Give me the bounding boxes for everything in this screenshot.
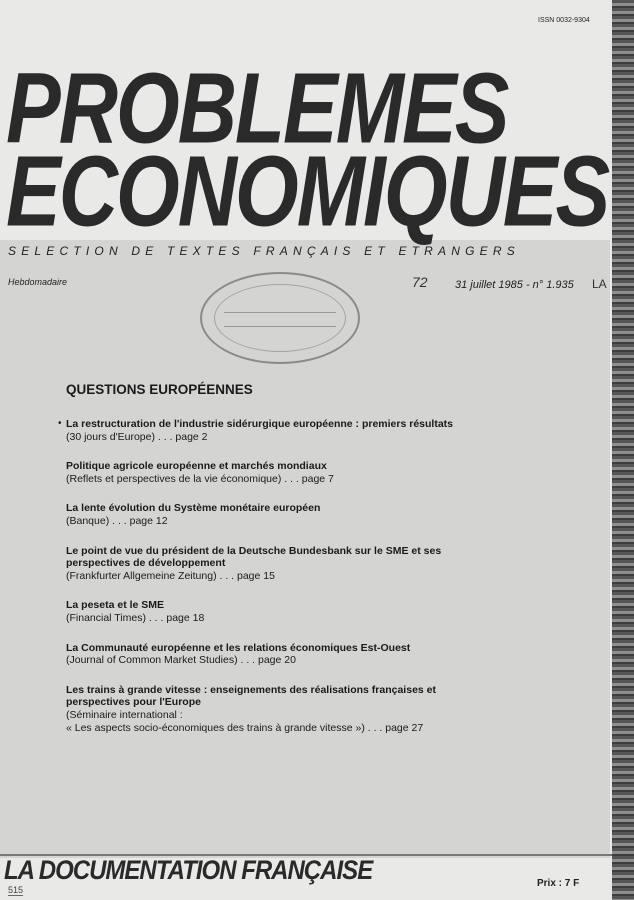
stamp-line [224,326,336,327]
article-source: (Banque) . . . page 12 [66,514,168,527]
article-item [66,684,566,734]
stamp-inner-ring [214,284,346,352]
article-source: (Reflets et perspectives de la vie économique) . . . page 7 [66,472,334,485]
article-title: Le point de vue du président de la Deutsche Bundesbank sur le SME et ses perspectives de développement [66,544,442,570]
issn-number: ISSN 0032-9304 [538,17,590,24]
article-item [66,545,566,583]
article-source-continued: « Les aspects socio-économiques des trains à grande vitesse ») . . . page 27 [66,721,424,734]
binding-edge [612,0,634,900]
article-title: La peseta et le SME [66,599,165,612]
article-source: (30 jours d'Europe) . . . page 2 [66,430,208,443]
publisher-logo: LA DOCUMENTATION FRANÇAISE [4,856,373,886]
corner-number: 515 [8,885,24,895]
issue-date: 31 juillet 1985 - n° 1.935 [455,279,574,291]
masthead-subtitle: SELECTION DE TEXTES FRANÇAIS ET ETRANGERS [8,244,520,258]
handwritten-initials: LA [592,277,607,291]
article-source: (Journal of Common Market Studies) . . . page 20 [66,654,296,667]
masthead-title-line2: ECONOMIQUES [6,136,609,248]
article-item [66,418,566,443]
bullet-icon: • [58,418,62,429]
article-item [66,642,566,667]
article-title: Les trains à grande vitesse : enseignements des réalisations françaises et perspectives pour l'Europe [66,683,436,709]
frequency-label: Hebdomadaire [8,277,68,287]
article-item [66,502,566,527]
article-source: (Séminaire international : [66,708,183,721]
article-item [66,460,566,485]
article-item [66,599,566,624]
masthead-title-line1: PROBLEMES [6,53,508,165]
article-source: (Frankfurter Allgemeine Zeitung) . . . page 15 [66,569,275,582]
section-title: QUESTIONS EUROPÉENNES [66,382,253,397]
library-stamp-icon [200,272,360,364]
article-title: La restructuration de l'industrie sidérurgique européenne : premiers résultats [66,418,454,430]
article-source: (Financial Times) . . . page 18 [66,611,205,624]
article-list [66,418,566,751]
article-title: La lente évolution du Système monétaire européen [66,502,321,515]
article-title: Politique agricole européenne et marchés mondiaux [66,460,327,473]
article-title: La Communauté européenne et les relations économiques Est-Ouest [66,641,411,654]
handwritten-number: 72 [412,274,428,290]
stamp-line [224,312,336,313]
price-label: Prix : 7 F [537,878,580,889]
